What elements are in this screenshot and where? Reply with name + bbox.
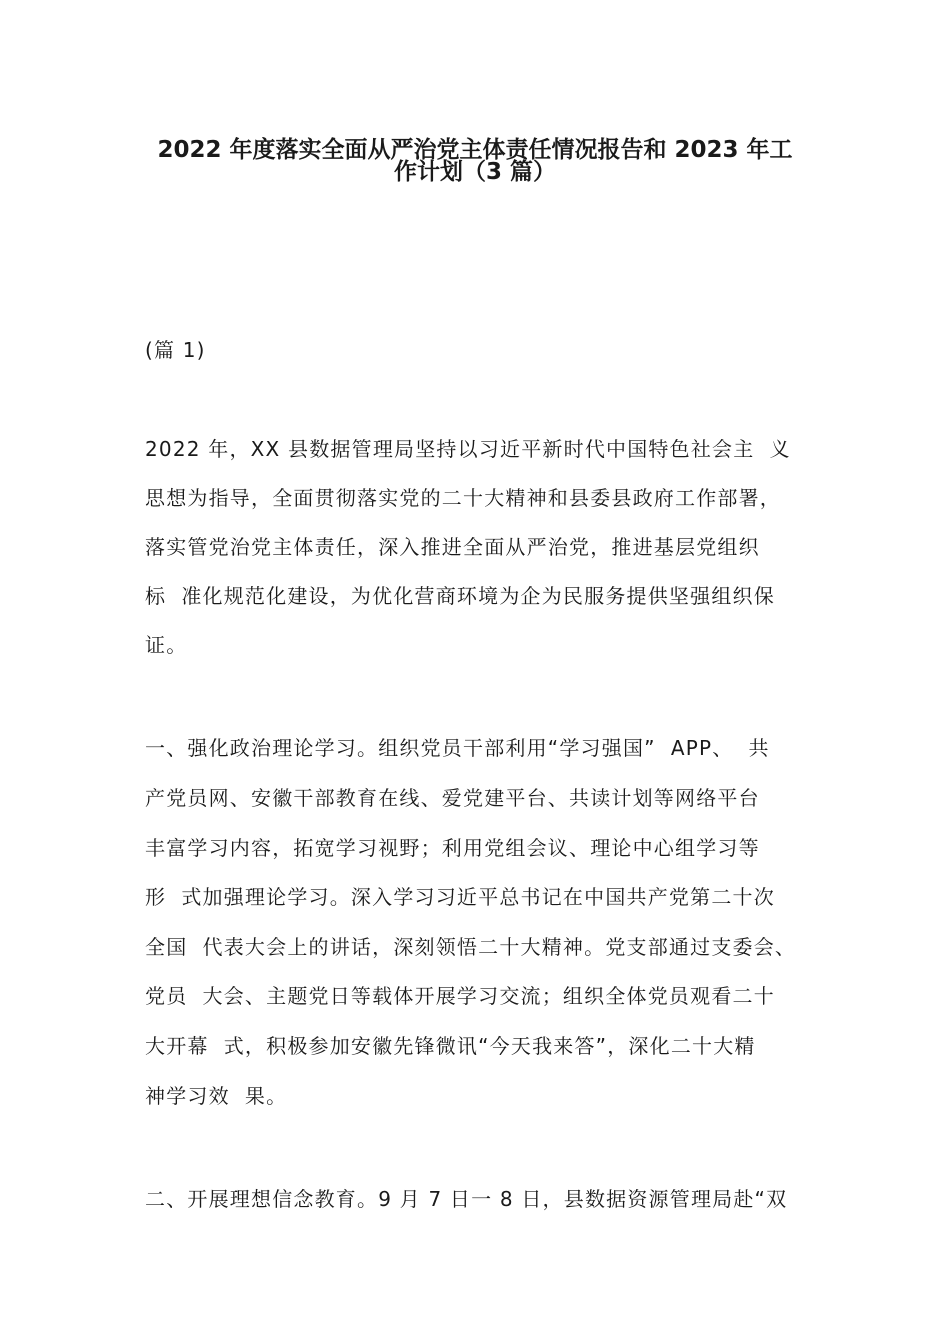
paragraph-2-line-5: 全国 代表大会上的讲话，深刻领悟二十大精神。党支部通过支委会、 <box>145 935 797 959</box>
paragraph-1-line-3: 落实管党治党主体责任，深入推进全面从严治党，推进基层党组织 <box>145 535 760 559</box>
document-title-line-1: 2022 年度落实全面从严治党主体责任情况报告和 2023 年工 <box>157 137 793 163</box>
paragraph-1-line-4: 标 准化规范化建设，为优化营商环境为企为民服务提供坚强组织保 <box>145 584 775 608</box>
paragraph-2-line-6: 党员 大会、主题党日等载体开展学习交流；组织全体党员观看二十 <box>145 984 775 1008</box>
document-title-line-2: 作计划（3 篇） <box>393 159 556 185</box>
paragraph-2-line-2: 产党员网、安徽干部教育在线、爱党建平台、共读计划等网络平台 <box>145 786 760 810</box>
paragraph-2-line-1: 一、强化政治理论学习。组织党员干部利用“学习强国” APP、 共 <box>145 736 770 760</box>
paragraph-1-line-2: 思想为指导，全面贯彻落实党的二十大精神和县委县政府工作部署， <box>145 486 781 510</box>
paragraph-2-line-8: 神学习效 果。 <box>145 1084 288 1108</box>
paragraph-3-line-1: 二、开展理想信念教育。9 月 7 日一 8 日，县数据资源管理局赴“双 <box>145 1187 788 1211</box>
paragraph-1-line-1: 2022 年，XX 县数据管理局坚持以习近平新时代中国特色社会主 义 <box>145 437 791 461</box>
paragraph-2-line-7: 大开幕 式，积极参加安徽先锋微讯“今天我来答”，深化二十大精 <box>145 1034 756 1058</box>
paragraph-2-line-4: 形 式加强理论学习。深入学习习近平总书记在中国共产党第二十次 <box>145 885 775 909</box>
part-label: (篇 1) <box>145 338 206 362</box>
paragraph-2-line-3: 丰富学习内容，拓宽学习视野；利用党组会议、理论中心组学习等 <box>145 836 760 860</box>
paragraph-1-line-5: 证。 <box>145 633 188 657</box>
